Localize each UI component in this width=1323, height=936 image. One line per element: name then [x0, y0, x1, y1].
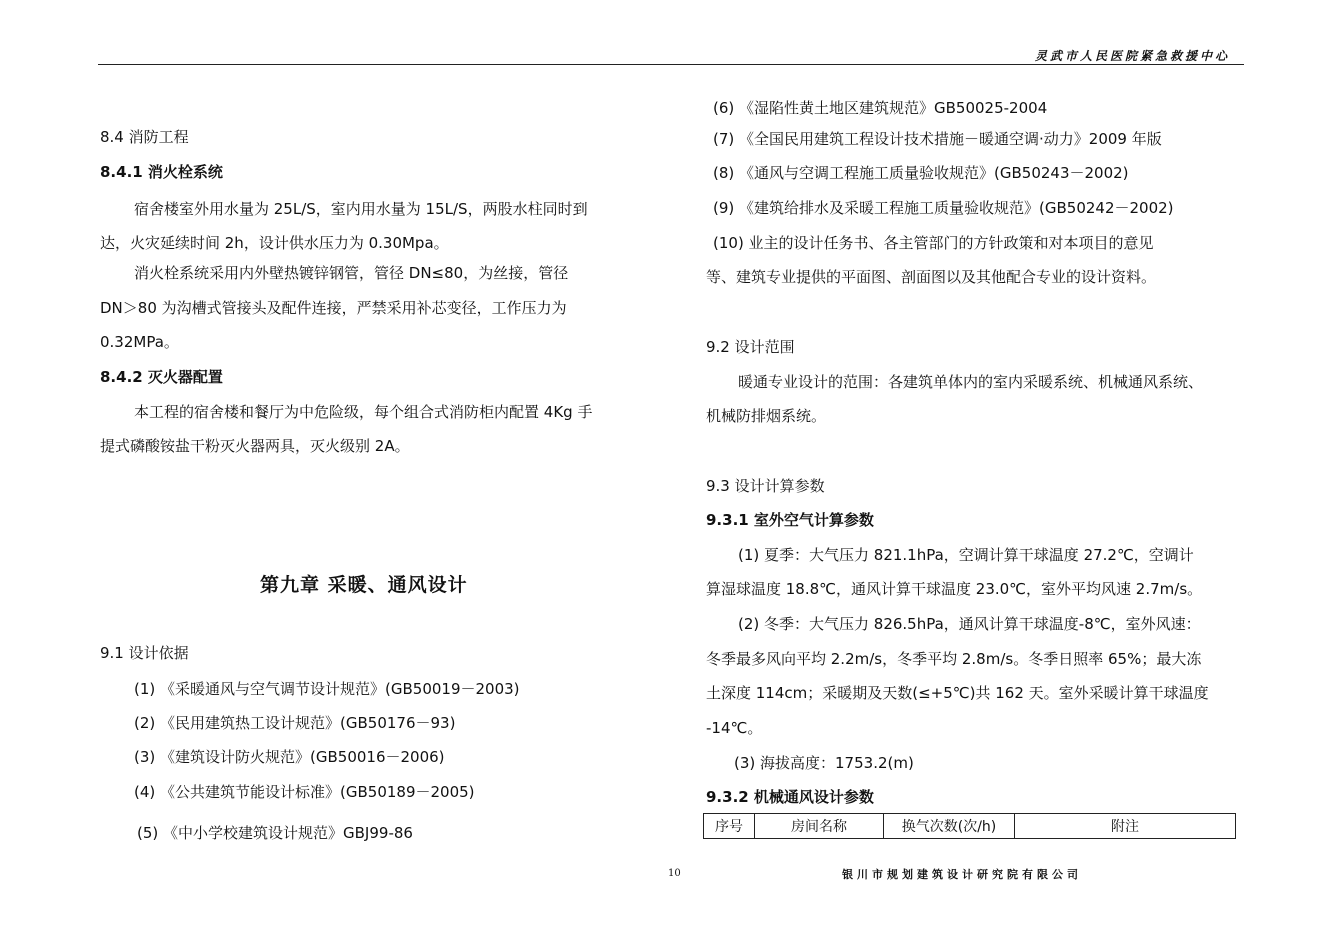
section-9-3-2-title: 9.3.2 机械通风设计参数 — [706, 788, 874, 806]
section-8-4-title: 8.4 消防工程 — [100, 128, 189, 146]
table-header-cell: 房间名称 — [755, 814, 884, 839]
section-9-3-title: 9.3 设计计算参数 — [706, 477, 825, 495]
paragraph-line: 算湿球温度 18.8℃，通风计算干球温度 23.0℃，室外平均风速 2.7m/s。 — [706, 580, 1203, 598]
paragraph-line: 本工程的宿舍楼和餐厅为中危险级，每个组合式消防柜内配置 4Kg 手 — [134, 403, 593, 421]
paragraph-line: 机械防排烟系统。 — [706, 407, 827, 425]
reference-item: (8) 《通风与空调工程施工质量验收规范》(GB50243－2002) — [713, 164, 1129, 182]
section-8-4-2-title: 8.4.2 灭火器配置 — [100, 368, 223, 386]
chapter-title: 第九章 采暖、通风设计 — [260, 574, 468, 596]
paragraph-line: DN＞80 为沟槽式管接头及配件连接，严禁采用补芯变径，工作压力为 — [100, 299, 567, 317]
paragraph-line: 消火栓系统采用内外壁热镀锌钢管，管径 DN≤80，为丝接，管径 — [134, 264, 569, 282]
paragraph-line: 达，火灾延续时间 2h，设计供水压力为 0.30Mpa。 — [100, 234, 449, 252]
reference-item: (3) 《建筑设计防火规范》(GB50016－2006) — [134, 748, 445, 766]
section-9-2-title: 9.2 设计范围 — [706, 338, 795, 356]
reference-item: (6) 《湿陷性黄土地区建筑规范》GB50025-2004 — [713, 99, 1048, 117]
paragraph-line: 等、建筑专业提供的平面图、剖面图以及其他配合专业的设计资料。 — [706, 268, 1157, 286]
paragraph-line: 暖通专业设计的范围：各建筑单体内的室内采暖系统、机械通风系统、 — [738, 373, 1204, 391]
table-header-cell: 附注 — [1015, 814, 1236, 839]
paragraph-line: 0.32MPa。 — [100, 333, 179, 351]
paragraph-line: 土深度 114cm；采暖期及天数(≤+5℃)共 162 天。室外采暖计算干球温度 — [706, 684, 1209, 702]
table-header-row — [704, 814, 1236, 839]
reference-item: (10) 业主的设计任务书、各主管部门的方针政策和对本项目的意见 — [713, 234, 1154, 252]
paragraph-line: (3) 海拔高度：1753.2(m) — [734, 754, 914, 772]
reference-item: (5) 《中小学校建筑设计规范》GBJ99-86 — [137, 824, 413, 842]
header-title: 灵武市人民医院紧急救援中心 — [1035, 49, 1231, 63]
reference-item: (2) 《民用建筑热工设计规范》(GB50176－93) — [134, 714, 456, 732]
paragraph-line: 宿舍楼室外用水量为 25L/S，室内用水量为 15L/S，两股水柱同时到 — [134, 200, 588, 218]
reference-item: (7) 《全国民用建筑工程设计技术措施－暖通空调·动力》2009 年版 — [713, 130, 1162, 148]
paragraph-line: 冬季最多风向平均 2.2m/s，冬季平均 2.8m/s。冬季日照率 65%；最大冻 — [706, 650, 1202, 668]
footer-organization: 银川市规划建筑设计研究院有限公司 — [842, 868, 1082, 881]
section-8-4-1-title: 8.4.1 消火栓系统 — [100, 163, 223, 181]
reference-item: (1) 《采暖通风与空气调节设计规范》(GB50019－2003) — [134, 680, 520, 698]
page-number: 10 — [668, 868, 681, 879]
reference-item: (4) 《公共建筑节能设计标准》(GB50189－2005) — [134, 783, 475, 801]
table-header-cell: 序号 — [704, 814, 755, 839]
paragraph-line: (2) 冬季：大气压力 826.5hPa，通风计算干球温度-8℃，室外风速： — [738, 615, 1201, 633]
section-9-1-title: 9.1 设计依据 — [100, 644, 189, 662]
ventilation-table — [703, 813, 1236, 839]
paragraph-line: -14℃。 — [706, 719, 763, 737]
section-9-3-1-title: 9.3.1 室外空气计算参数 — [706, 511, 874, 529]
header-divider — [98, 64, 1244, 65]
reference-item: (9) 《建筑给排水及采暖工程施工质量验收规范》(GB50242－2002) — [713, 199, 1174, 217]
table-header-cell: 换气次数(次/h) — [884, 814, 1015, 839]
paragraph-line: (1) 夏季：大气压力 821.1hPa，空调计算干球温度 27.2℃，空调计 — [738, 546, 1194, 564]
paragraph-line: 提式磷酸铵盐干粉灭火器两具，灭火级别 2A。 — [100, 437, 410, 455]
